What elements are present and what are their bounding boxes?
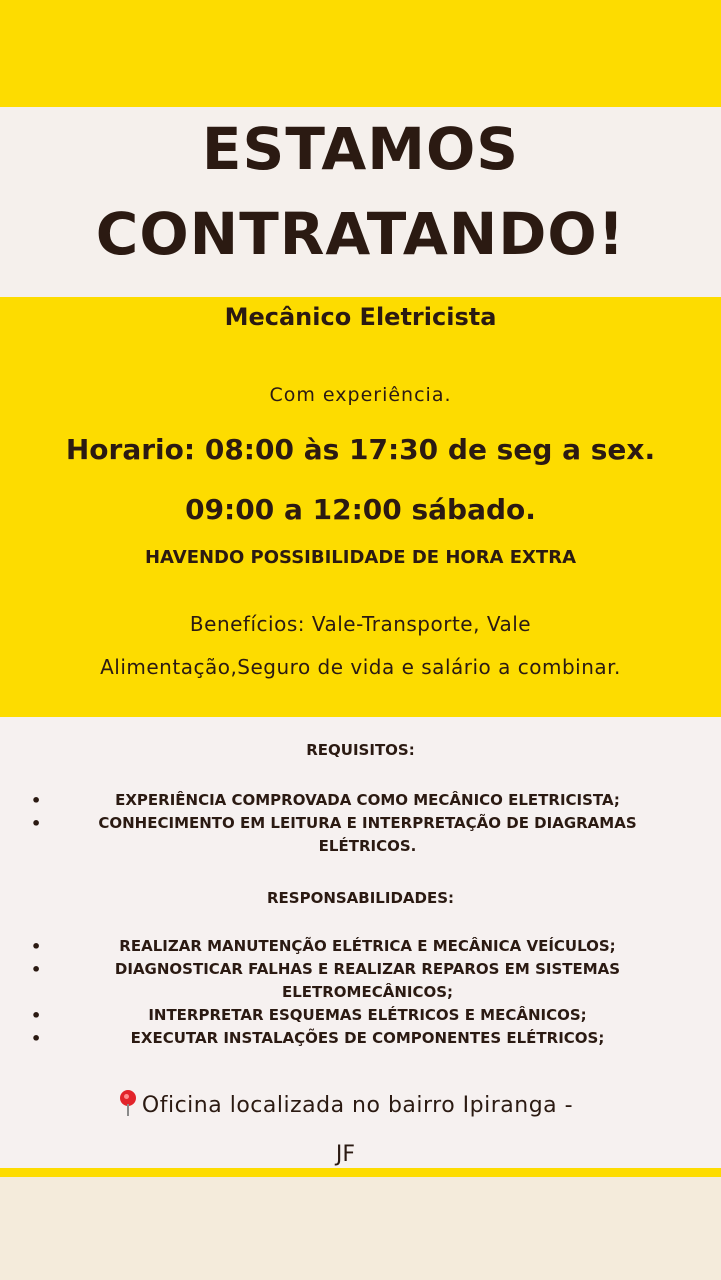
bullet-icon: • <box>31 937 42 956</box>
benefits-line-2: Alimentação,Seguro de vida e salário a combinar. <box>100 655 621 679</box>
weekday-hours: Horario: 08:00 às 17:30 de seg a sex. <box>65 433 656 466</box>
list-item: • INTERPRETAR ESQUEMAS ELÉTRICOS E MECÂNICOS; <box>31 1006 587 1025</box>
saturday-hours: 09:00 a 12:00 sábado. <box>185 493 536 526</box>
requirements-list <box>0 789 721 858</box>
list-item: • REALIZAR MANUTENÇÃO ELÉTRICA E MECÂNICA VEÍCULOS; <box>31 937 616 956</box>
bullet-icon: • <box>31 791 42 810</box>
job-role-title: Mecânico Eletricista <box>224 303 497 331</box>
bullet-icon: • <box>31 1006 42 1025</box>
bullet-icon: • <box>31 960 42 979</box>
bottom-yellow-band <box>0 1168 721 1177</box>
bullet-icon: • <box>31 1029 42 1048</box>
list-item: • CONHECIMENTO EM LEITURA E INTERPRETAÇÃO DE DIAGRAMAS ELÉTRICOS. <box>31 814 637 855</box>
location-line-1: Oficina localizada no bairro Ipiranga - <box>0 1090 721 1118</box>
footer-area <box>0 1177 721 1280</box>
heading-line-2: CONTRATANDO! <box>95 200 626 268</box>
responsibilities-list <box>0 935 721 1050</box>
top-yellow-band <box>0 0 721 107</box>
pin-icon <box>118 1090 138 1116</box>
requirements-heading: REQUISITOS: <box>306 741 415 759</box>
list-item: • DIAGNOSTICAR FALHAS E REALIZAR REPAROS EM SISTEMAS ELETROMECÂNICOS; <box>31 960 621 1001</box>
benefits-line-1: Benefícios: Vale-Transporte, Vale <box>189 612 532 636</box>
location-line-2: JF <box>335 1142 356 1167</box>
overtime-note: HAVENDO POSSIBILIDADE DE HORA EXTRA <box>144 547 576 568</box>
list-item: • EXECUTAR INSTALAÇÕES DE COMPONENTES ELÉTRICOS; <box>31 1029 605 1048</box>
experience-text: Com experiência. <box>269 384 452 406</box>
hero-banner <box>0 107 721 297</box>
bullet-icon: • <box>31 814 42 833</box>
list-item: • EXPERIÊNCIA COMPROVADA COMO MECÂNICO ELETRICISTA; <box>31 791 620 810</box>
heading-line-1: ESTAMOS <box>201 115 520 183</box>
responsibilities-heading: RESPONSABILIDADES: <box>266 889 455 907</box>
